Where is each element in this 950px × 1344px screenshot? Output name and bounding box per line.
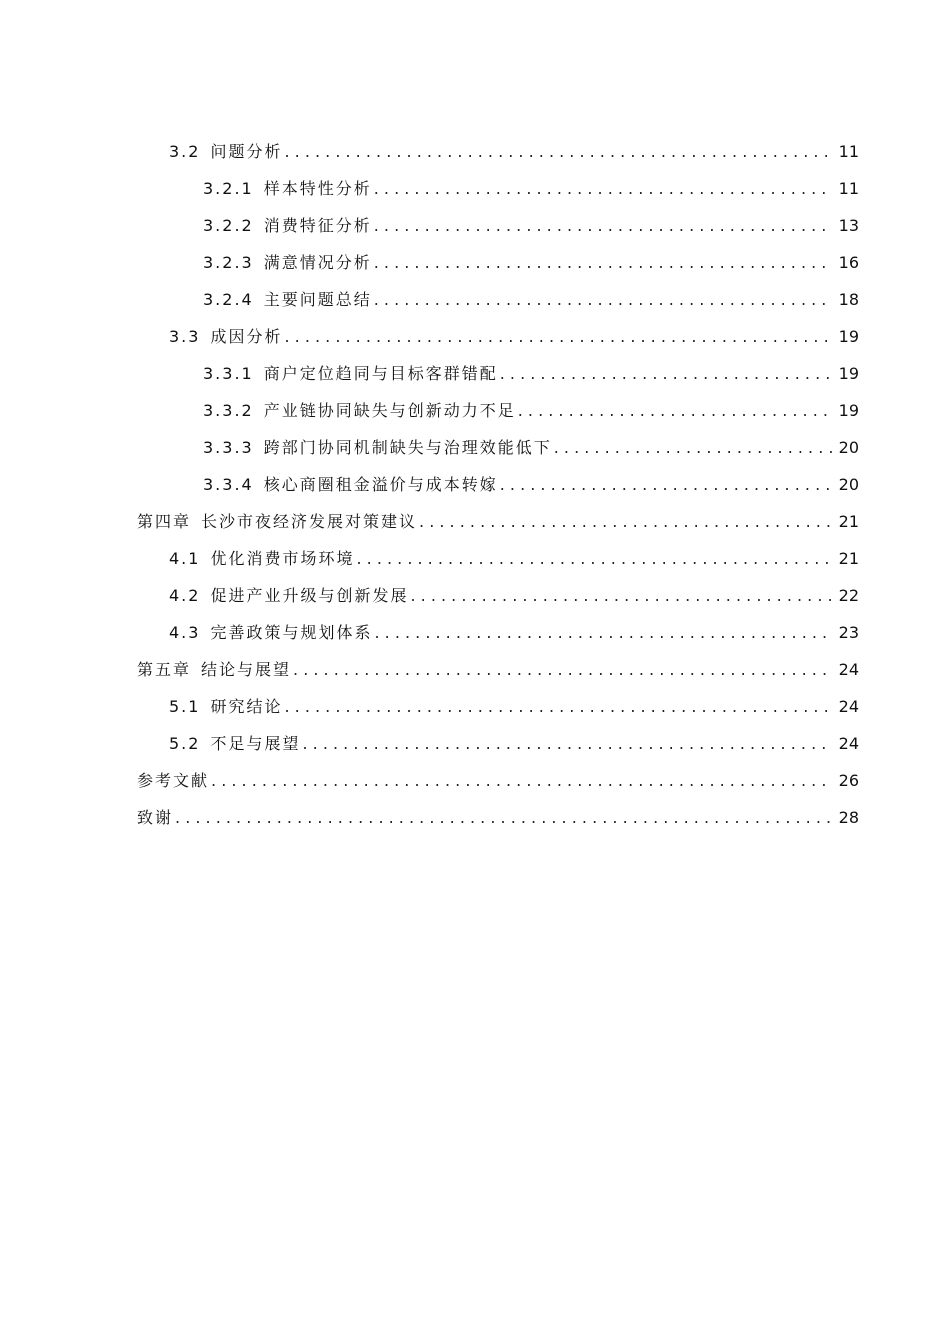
toc-entry-number: 3.3.4 xyxy=(203,475,254,494)
toc-entry-title: 样本特性分析 xyxy=(263,179,372,198)
toc-entry[interactable] xyxy=(0,207,950,244)
toc-entry-number: 3.3 xyxy=(169,327,201,346)
toc-entry[interactable] xyxy=(0,355,950,392)
toc-dot-leader xyxy=(284,133,833,170)
toc-entry-title: 不足与展望 xyxy=(210,734,301,753)
toc-entry[interactable] xyxy=(0,133,950,170)
toc-entry-number: 4.2 xyxy=(169,586,201,605)
toc-entry[interactable] xyxy=(0,244,950,281)
toc-chapter-entry[interactable] xyxy=(0,799,950,836)
toc-entry-page: 24 xyxy=(838,660,859,679)
toc-chapter-entry[interactable] xyxy=(0,503,950,540)
toc-entry-number: 3.2 xyxy=(169,142,201,161)
toc-entry-number: 3.2.1 xyxy=(203,179,254,198)
toc-entry-title: 跨部门协同机制缺失与治理效能低下 xyxy=(263,438,552,457)
toc-entry-title: 致谢 xyxy=(137,808,174,827)
toc-dot-leader xyxy=(374,281,833,318)
toc-entry-title: 结论与展望 xyxy=(201,660,292,679)
toc-entry-number: 4.3 xyxy=(169,623,201,642)
toc-entry-page: 18 xyxy=(838,290,859,309)
toc-entry-page: 11 xyxy=(838,179,859,198)
toc-entry-page: 23 xyxy=(838,623,859,642)
toc-dot-leader xyxy=(374,170,833,207)
toc-dot-leader xyxy=(554,429,833,466)
toc-entry-number: 5.2 xyxy=(169,734,201,753)
toc-entry[interactable] xyxy=(0,170,950,207)
toc-dot-leader xyxy=(374,614,833,651)
toc-entry-page: 24 xyxy=(838,734,859,753)
toc-entry[interactable] xyxy=(0,614,950,651)
toc-entry[interactable] xyxy=(0,725,950,762)
table-of-contents xyxy=(0,133,950,836)
toc-entry-title: 研究结论 xyxy=(210,697,283,716)
toc-entry[interactable] xyxy=(0,688,950,725)
toc-dot-leader xyxy=(284,318,833,355)
toc-dot-leader xyxy=(374,244,833,281)
toc-entry-number: 3.2.3 xyxy=(203,253,254,272)
toc-entry-page: 16 xyxy=(838,253,859,272)
toc-entry-page: 13 xyxy=(838,216,859,235)
toc-chapter-entry[interactable] xyxy=(0,762,950,799)
toc-entry-number: 3.3.2 xyxy=(203,401,254,420)
toc-entry-page: 20 xyxy=(838,475,859,494)
toc-entry[interactable] xyxy=(0,540,950,577)
toc-dot-leader xyxy=(500,355,833,392)
toc-entry-title: 核心商圈租金溢价与成本转嫁 xyxy=(263,475,498,494)
toc-entry-title: 产业链协同缺失与创新动力不足 xyxy=(263,401,516,420)
toc-entry-page: 26 xyxy=(838,771,859,790)
toc-dot-leader xyxy=(410,577,833,614)
toc-dot-leader xyxy=(211,762,833,799)
toc-dot-leader xyxy=(293,651,833,688)
toc-entry-title: 问题分析 xyxy=(210,142,283,161)
toc-entry-title: 参考文献 xyxy=(137,771,210,790)
toc-entry[interactable] xyxy=(0,429,950,466)
toc-entry-number: 3.3.1 xyxy=(203,364,254,383)
toc-entry[interactable] xyxy=(0,466,950,503)
toc-entry-page: 19 xyxy=(838,401,859,420)
toc-entry-title: 长沙市夜经济发展对策建议 xyxy=(201,512,418,531)
toc-entry-title: 完善政策与规划体系 xyxy=(210,623,373,642)
toc-entry[interactable] xyxy=(0,281,950,318)
toc-entry-page: 24 xyxy=(838,697,859,716)
toc-entry-number: 4.1 xyxy=(169,549,201,568)
toc-entry-number: 3.3.3 xyxy=(203,438,254,457)
toc-entry-number: 3.2.4 xyxy=(203,290,254,309)
toc-chapter-entry[interactable] xyxy=(0,651,950,688)
toc-dot-leader xyxy=(419,503,833,540)
toc-entry-number: 3.2.2 xyxy=(203,216,254,235)
toc-dot-leader xyxy=(302,725,833,762)
toc-dot-leader xyxy=(374,207,833,244)
toc-entry-title: 消费特征分析 xyxy=(263,216,372,235)
toc-entry[interactable] xyxy=(0,318,950,355)
toc-entry-page: 28 xyxy=(838,808,859,827)
toc-entry-page: 11 xyxy=(838,142,859,161)
toc-entry-page: 19 xyxy=(838,364,859,383)
toc-entry-title: 促进产业升级与创新发展 xyxy=(210,586,409,605)
toc-dot-leader xyxy=(175,799,833,836)
toc-entry-number: 第四章 xyxy=(137,512,192,531)
toc-dot-leader xyxy=(518,392,833,429)
toc-entry-page: 19 xyxy=(838,327,859,346)
toc-entry[interactable] xyxy=(0,392,950,429)
toc-dot-leader xyxy=(500,466,833,503)
toc-entry-title: 满意情况分析 xyxy=(263,253,372,272)
toc-entry-number: 第五章 xyxy=(137,660,192,679)
toc-dot-leader xyxy=(284,688,833,725)
toc-entry-title: 主要问题总结 xyxy=(263,290,372,309)
toc-entry-page: 22 xyxy=(838,586,859,605)
toc-entry-title: 优化消费市场环境 xyxy=(210,549,355,568)
toc-entry[interactable] xyxy=(0,577,950,614)
toc-entry-number: 5.1 xyxy=(169,697,201,716)
toc-dot-leader xyxy=(356,540,833,577)
toc-entry-title: 商户定位趋同与目标客群错配 xyxy=(263,364,498,383)
toc-entry-page: 20 xyxy=(838,438,859,457)
toc-entry-page: 21 xyxy=(838,549,859,568)
toc-entry-page: 21 xyxy=(838,512,859,531)
toc-entry-title: 成因分析 xyxy=(210,327,283,346)
